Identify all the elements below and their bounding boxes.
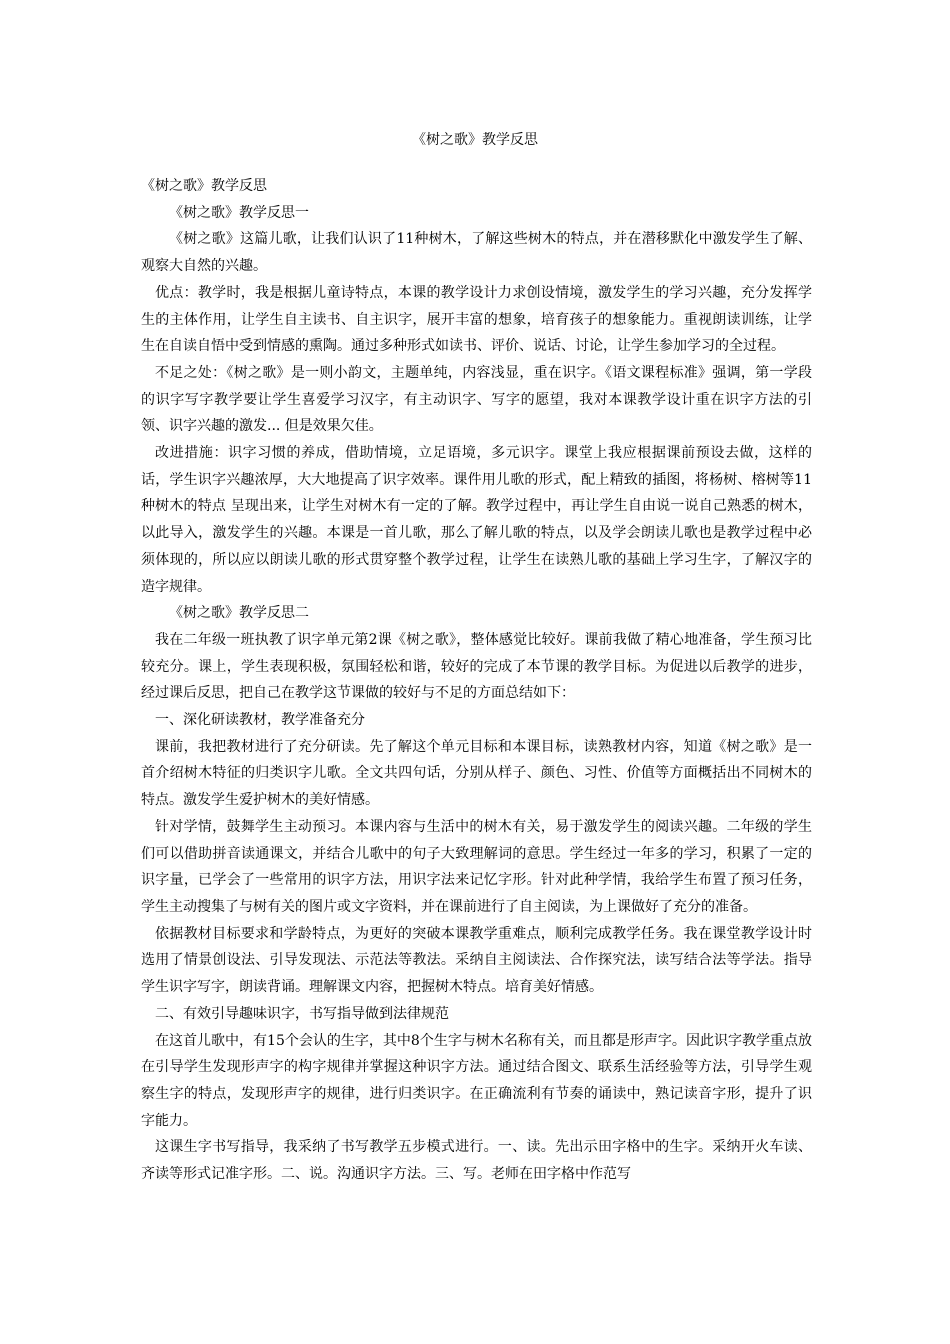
- paragraph: 这课生字书写指导，我采纳了书写教学五步模式进行。一、读。先出示田字格中的生字。采纳开火车读、齐读等形式记准字形。二、说。沟通识字方法。三、写。老师在田字格中作范写: [141, 1139, 812, 1183]
- paragraph: 优点：教学时，我是根据儿童诗特点，本课的教学设计力求创设情境，激发学生的学习兴趣，充分发挥学生的主体作用，让学生自主读书、自主识字，展开丰富的想象，培育孩子的想象能力。重视朗读训练，让学生在自读自悟中受到情感的熏陶。通过多种形式如读书、评价、说话、讨论，让学生参加学习的全过程。: [141, 284, 812, 355]
- paragraph: 不足之处：《树之歌》是一则小韵文，主题单纯，内容浅显，重在识字。《语文课程标准》强调，第一学段的识字写字教学要让学生喜爱学习汉字，有主动识字、写字的愿望，我对本课教学设计重在识字方法的引领、识字兴趣的激发... 但是效果欠佳。: [141, 364, 812, 435]
- paragraph: 《树之歌》教学反思二: [169, 605, 309, 622]
- document-title: 《树之歌》教学反思: [412, 132, 538, 148]
- document-body: [141, 173, 812, 1188]
- paragraph: 《树之歌》这篇儿歌，让我们认识了11种树木，了解这些树木的特点，并在潜移默化中激发学生了解、观察大自然的兴趣。: [141, 231, 812, 275]
- paragraph: 《树之歌》教学反思: [141, 178, 267, 194]
- paragraph: 改进措施：识字习惯的养成，借助情境，立足语境，多元识字。课堂上我应根据课前预设去做，这样的话，学生识字兴趣浓厚，大大地提高了识字效率。课件用儿歌的形式，配上精致的插图，将杨树、榕树等11种树木的特点 呈现出来，让学生对树木有一定的了解。教学过程中，再让学生自由说一说自己熟悉的树木，以此导入，激发学生的兴趣。本课是一首儿歌，那么了解儿歌的特点，以及学会朗读儿歌也是教学过程中必须体现的，所以应以朗读儿歌的形式贯穿整个教学过程，让学生在读熟儿歌的基础上学习生字，了解汉字的造字规律。: [141, 445, 812, 595]
- paragraph: 在这首儿歌中，有15个会认的生字，其中8个生字与树木名称有关，而且都是形声字。因此识字教学重点放在引导学生发现形声字的构字规律并掌握这种识字方法。通过结合图文、联系生活经验等方法，引导学生观察生字的特点，发现形声字的规律，进行归类识字。在正确流利有节奏的诵读中，熟记读音字形，提升了识字能力。: [141, 1032, 812, 1129]
- paragraph: 针对学情，鼓舞学生主动预习。本课内容与生活中的树木有关，易于激发学生的阅读兴趣。二年级的学生们可以借助拼音读通课文，并结合儿歌中的句子大致理解词的意思。学生经过一年多的学习，积累了一定的识字量，已学会了一些常用的识字方法，用识字法来记忆字形。针对此种学情，我给学生布置了预习任务，学生主动搜集了与树有关的图片或文字资料，并在课前进行了自主阅读，为上课做好了充分的准备。: [141, 818, 812, 915]
- paragraph: 我在二年级一班执教了识字单元第2课《树之歌》，整体感觉比较好。课前我做了精心地准备，学生预习比较充分。课上，学生表现积极，氛围轻松和谐，较好的完成了本节课的教学目标。为促进以后教学的进步，经过课后反思，把自己在教学这节课做的较好与不足的方面总结如下：: [141, 631, 812, 702]
- paragraph: 《树之歌》教学反思一: [169, 204, 309, 221]
- paragraph: 一、深化研读教材，教学准备充分: [155, 712, 365, 729]
- paragraph: 依据教材目标要求和学龄特点，为更好的突破本课教学重难点，顺利完成教学任务。我在课堂教学设计时选用了情景创设法、引导发现法、示范法等教法。采纳自主阅读法、合作探究法，读写结合法等学法。指导学生识字写字，朗读背诵。理解课文内容，把握树木特点。培育美好情感。: [141, 925, 812, 996]
- paragraph: 课前，我把教材进行了充分研读。先了解这个单元目标和本课目标，读熟教材内容，知道《树之歌》是一首介绍树木特征的归类识字儿歌。全文共四句话，分别从样子、颜色、习性、价值等方面概括出不同树木的特点。激发学生爱护树木的美好情感。: [141, 738, 812, 809]
- paragraph: 二、有效引导趣味识字，书写指导做到法律规范: [155, 1005, 449, 1022]
